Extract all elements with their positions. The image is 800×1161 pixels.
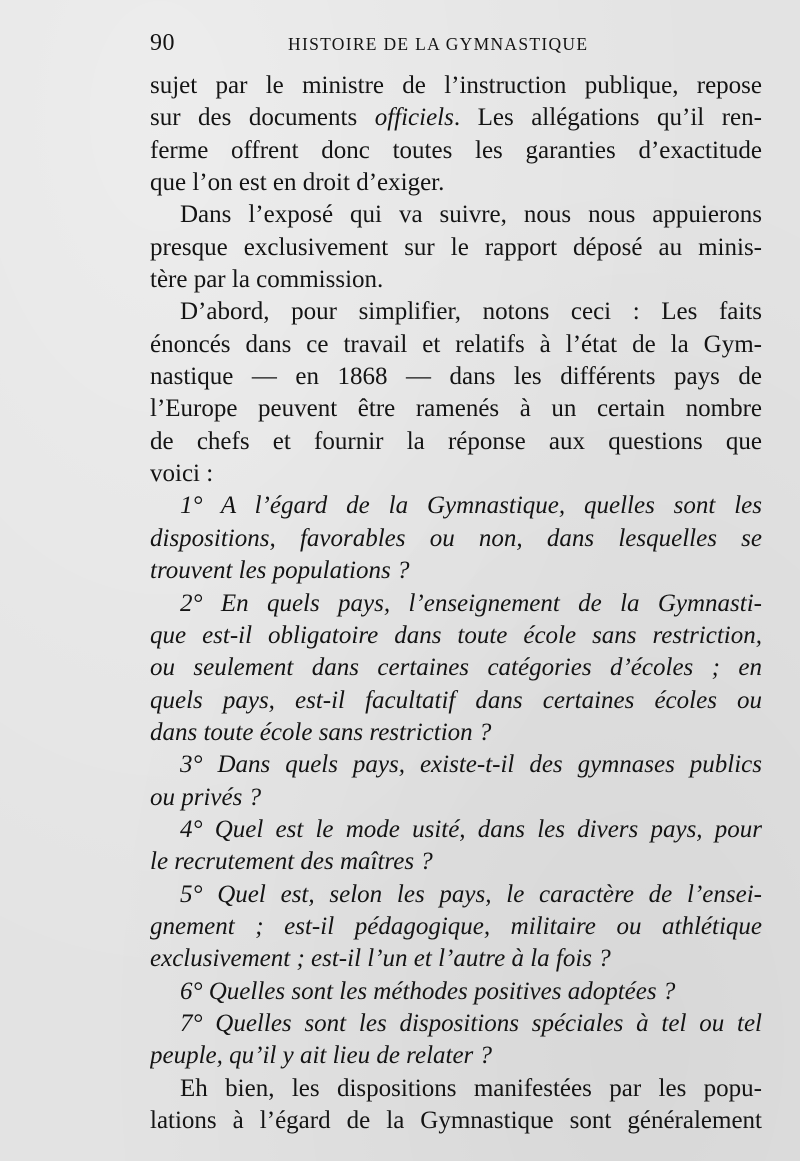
text-segment: sur des documents <box>150 104 375 132</box>
text-line: dispositions, favorables ou non, dans lesquelles se <box>150 524 762 552</box>
text-line: dans toute école sans restriction ? <box>150 718 492 746</box>
text-line: 5° Quel est, selon les pays, le caractère de l’ensei- <box>180 880 762 908</box>
text-line: Dans l’exposé qui va suivre, nous nous appuierons <box>180 201 762 229</box>
text-line: sujet par le ministre de l’instruction publique, repose <box>150 72 762 99</box>
text-line: 6° Quelles sont les méthodes positives adoptées ? <box>180 977 676 1005</box>
page-number: 90 <box>150 30 175 56</box>
text-line: gnement ; est-il pédagogique, militaire ou athlétique <box>150 912 762 940</box>
text-line: trouvent les populations ? <box>150 557 410 585</box>
text-line: quels pays, est-il facultatif dans certaines écoles ou <box>150 686 762 714</box>
emphasis-text: officiels <box>374 104 454 132</box>
text-line: ferme offrent donc toutes les garanties d’exactitude <box>150 136 762 164</box>
text-line: de chefs et fournir la réponse aux questions que <box>150 427 762 455</box>
text-line: 4° Quel est le mode usité, dans les divers pays, pour <box>180 815 762 843</box>
text-line: ou seulement dans certaines catégories d’écoles ; en <box>150 654 762 682</box>
text-line: 3° Dans quels pays, existe-t-il des gymnases publics <box>180 751 762 779</box>
text-line: que est-il obligatoire dans toute école sans restriction, <box>150 621 762 649</box>
text-line: que l’on est en droit d’exiger. <box>150 169 445 197</box>
text-line: le recrutement des maîtres ? <box>150 848 433 876</box>
text-line <box>150 102 762 134</box>
text-line: presque exclusivement sur le rapport déposé au minis- <box>150 233 762 261</box>
text-line: D’abord, pour simplifier, notons ceci : Les faits <box>180 298 762 326</box>
text-segment: . Les allégations qu’il ren- <box>453 104 762 132</box>
body-text <box>150 70 762 1137</box>
running-title: HISTOIRE DE LA GYMNASTIQUE <box>288 34 589 54</box>
text-line: ou privés ? <box>150 783 262 811</box>
text-line: peuple, qu’il y ait lieu de relater ? <box>150 1042 493 1070</box>
text-line: 7° Quelles sont les dispositions spéciales à tel ou tel <box>180 1009 762 1037</box>
text-line: Eh bien, les dispositions manifestées par les popu- <box>180 1074 762 1102</box>
text-line: 1° A l’égard de la Gymnastique, quelles sont les <box>180 492 762 520</box>
page-header <box>0 30 800 60</box>
text-line: 2° En quels pays, l’enseignement de la Gymnasti- <box>180 589 762 617</box>
text-line: voici : <box>150 460 214 488</box>
text-line: lations à l’égard de la Gymnastique sont généralement <box>150 1107 762 1134</box>
text-line: tère par la commission. <box>150 266 384 294</box>
text-line: nastique — en 1868 — dans les différents pays de <box>150 363 762 391</box>
text-line: énoncés dans ce travail et relatifs à l’état de la Gym- <box>150 330 762 358</box>
text-line: l’Europe peuvent être ramenés à un certain nombre <box>150 395 762 423</box>
text-line: exclusivement ; est-il l’un et l’autre à la fois ? <box>150 945 611 973</box>
